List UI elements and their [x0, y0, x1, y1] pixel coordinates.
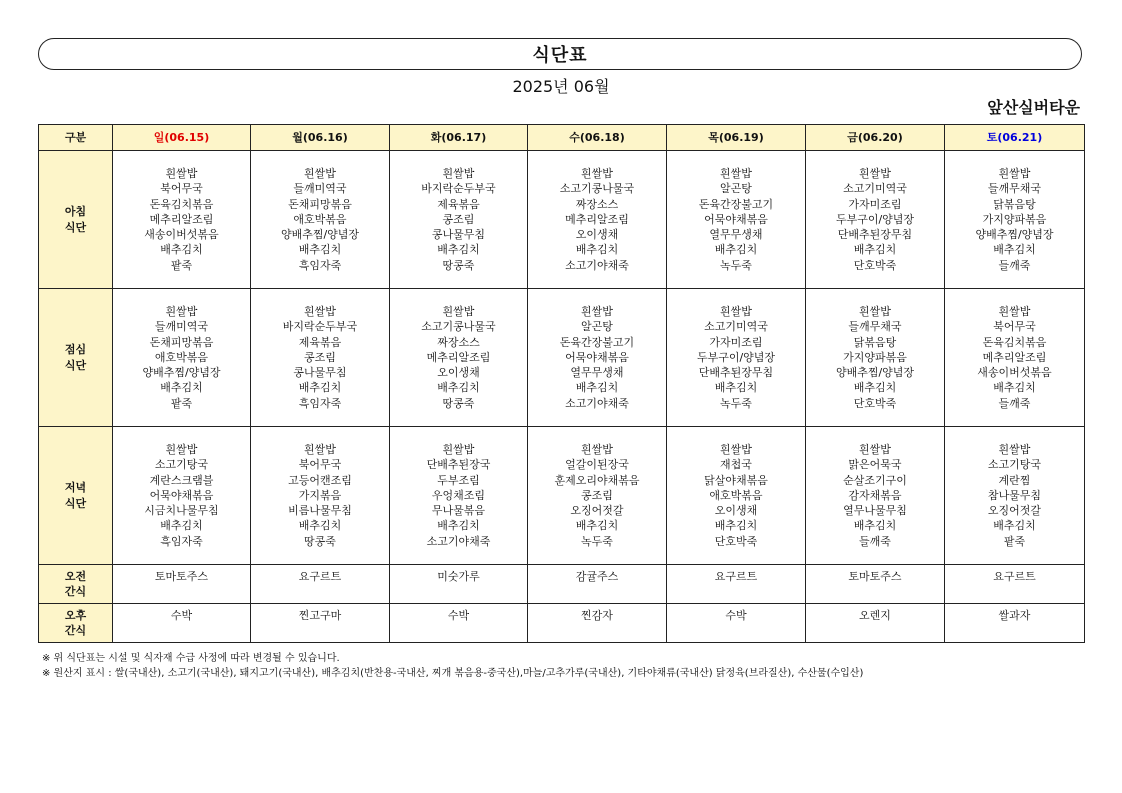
dish-item: 소고기야채죽 — [565, 396, 629, 410]
dish-item: 녹두죽 — [720, 396, 752, 410]
meal-cell — [113, 289, 251, 427]
dish-item: 땅콩죽 — [442, 396, 475, 410]
dish-item: 새송이버섯볶음 — [977, 366, 1052, 380]
dish-item: 배추김치 — [993, 381, 1036, 395]
dish-item: 바지락순두부국 — [421, 182, 496, 196]
dish-item: 배추김치 — [853, 519, 897, 533]
dish-item: 메추리알조림 — [149, 212, 214, 226]
meal-cell — [251, 289, 390, 427]
dish-item: 오징어젓갈 — [987, 504, 1042, 518]
dish-item: 흰쌀밥 — [165, 166, 198, 180]
dish-item: 배추김치 — [437, 243, 480, 257]
dish-item: 흰쌀밥 — [304, 442, 336, 456]
dish-item: 돈채피망볶음 — [288, 197, 352, 211]
meal-row — [39, 427, 1085, 565]
dish-item: 오이생채 — [714, 504, 758, 518]
dish-item: 시금치나물무침 — [144, 504, 219, 518]
meal-cell — [528, 427, 667, 565]
snack-cell: 찐감자 — [528, 604, 667, 643]
snack-cell: 요구르트 — [945, 565, 1085, 604]
dish-item: 배추김치 — [993, 519, 1036, 533]
dish-item: 얼갈이된장국 — [565, 458, 629, 472]
dish-item: 콩나물무침 — [431, 228, 486, 242]
meal-cell — [667, 289, 806, 427]
snack-cell: 토마토주스 — [113, 565, 251, 604]
meal-cell — [806, 151, 945, 289]
row-label-line: 아침 — [64, 205, 87, 219]
dish-item: 양배추찜/양념장 — [142, 366, 221, 380]
row-label-line: 식단 — [64, 220, 87, 234]
meal-cell — [390, 151, 528, 289]
dish-item: 돈채피망볶음 — [149, 335, 214, 349]
dish-item: 배추김치 — [575, 519, 619, 533]
dish-item: 흰쌀밥 — [859, 304, 891, 318]
snack-cell: 수박 — [667, 604, 806, 643]
dish-item: 배추김치 — [853, 243, 897, 257]
dish-item: 들깨미역국 — [154, 320, 209, 334]
dish-item: 가자미조림 — [709, 335, 763, 349]
dish-item: 흑임자죽 — [298, 258, 342, 272]
dish-item: 제육볶음 — [298, 335, 342, 349]
dish-item: 소고기탕국 — [154, 458, 209, 472]
dish-item: 닭살야채볶음 — [704, 473, 768, 487]
dish-item: 닭볶음탕 — [853, 335, 897, 349]
dish-item: 가지양파볶음 — [843, 350, 907, 364]
dish-item: 배추김치 — [714, 519, 758, 533]
dish-item: 북어무국 — [993, 320, 1036, 334]
day-header: 목(06.19) — [667, 125, 806, 151]
dish-item: 참나물무침 — [987, 488, 1042, 502]
snack-cell: 요구르트 — [667, 565, 806, 604]
notes — [42, 651, 863, 681]
dish-item: 열무무생채 — [570, 366, 624, 380]
dish-item: 콩조림 — [442, 212, 475, 226]
dish-item: 닭볶음탕 — [993, 197, 1036, 211]
dish-item: 흰쌀밥 — [859, 442, 891, 456]
dish-item: 양배추찜/양념장 — [280, 228, 360, 242]
dish-item: 흰쌀밥 — [165, 304, 198, 318]
row-label-line: 점심 — [64, 343, 87, 357]
dish-item: 두부조림 — [437, 473, 480, 487]
snack-cell: 오렌지 — [806, 604, 945, 643]
dish-item: 녹두죽 — [581, 534, 613, 548]
dish-item: 콩나물무침 — [293, 366, 347, 380]
dish-item: 단배추된장국 — [426, 458, 491, 472]
dish-item: 소고기미역국 — [843, 182, 907, 196]
dish-item: 애호박볶음 — [154, 350, 209, 364]
header-row — [39, 125, 1085, 151]
dish-item: 감자채볶음 — [848, 488, 902, 502]
snack-row — [39, 565, 1085, 604]
dish-item: 들깨미역국 — [293, 182, 347, 196]
dish-item: 재첩국 — [720, 458, 752, 472]
dish-item: 돈육김치볶음 — [982, 335, 1047, 349]
dish-item: 가자미조림 — [848, 197, 902, 211]
dish-item: 흰쌀밥 — [581, 442, 613, 456]
meal-cell — [251, 427, 390, 565]
dish-item: 어묵야채볶음 — [704, 212, 768, 226]
day-header: 금(06.20) — [806, 125, 945, 151]
dish-item: 메추리알조림 — [565, 212, 629, 226]
row-label-line: 오전 — [64, 569, 87, 583]
facility-name: 앞산실버타운 — [987, 98, 1080, 117]
dish-item: 들깨무채국 — [848, 320, 902, 334]
dish-item: 배추김치 — [160, 381, 203, 395]
dish-item: 배추김치 — [437, 381, 480, 395]
dish-item: 새송이버섯볶음 — [144, 228, 219, 242]
day-header: 토(06.21) — [945, 125, 1085, 151]
dish-item: 흰쌀밥 — [442, 304, 475, 318]
dish-item: 배추김치 — [714, 381, 758, 395]
dish-item: 녹두죽 — [720, 258, 752, 272]
dish-item: 계란스크램블 — [149, 473, 214, 487]
snack-cell: 쌀과자 — [945, 604, 1085, 643]
dish-item: 배추김치 — [993, 243, 1036, 257]
dish-item: 오징어젓갈 — [570, 504, 624, 518]
snack-cell: 토마토주스 — [806, 565, 945, 604]
note-line: ※ 원산지 표시 : 쌀(국내산), 소고기(국내산), 돼지고기(국내산), 배추김치(반찬용-국내산, 찌개 볶음용-중국산),마늘/고추가루(국내산), 기타야채류(국내산) 닭정육(브라질산), 수산물(수입산) — [42, 668, 864, 679]
meal-cell — [113, 151, 251, 289]
meal-cell — [806, 427, 945, 565]
row-label-line: 간식 — [64, 624, 87, 637]
dish-item: 콩조림 — [304, 350, 336, 364]
dish-item: 흑임자죽 — [298, 396, 342, 410]
dish-item: 흰쌀밥 — [442, 442, 475, 456]
dish-item: 배추김치 — [160, 519, 203, 533]
dish-item: 흰쌀밥 — [998, 442, 1031, 456]
dish-item: 제육볶음 — [437, 197, 480, 211]
dish-item: 흰쌀밥 — [442, 166, 475, 180]
meal-cell — [528, 289, 667, 427]
dish-item: 짜장소스 — [437, 335, 480, 349]
dish-item: 맑은어묵국 — [848, 458, 902, 472]
dish-item: 흰쌀밥 — [720, 442, 752, 456]
day-header: 월(06.16) — [251, 125, 390, 151]
header-label: 구분 — [39, 125, 113, 151]
dish-item: 북어무국 — [298, 458, 342, 472]
dish-item: 팥죽 — [170, 258, 193, 272]
dish-item: 열무나물무침 — [843, 504, 907, 518]
dish-item: 소고기야채죽 — [426, 534, 491, 548]
dish-item: 돈육간장불고기 — [559, 335, 635, 349]
dish-item: 배추김치 — [575, 243, 619, 257]
dish-item: 짜장소스 — [575, 197, 619, 211]
meal-cell — [667, 427, 806, 565]
dish-item: 배추김치 — [437, 519, 480, 533]
meal-cell — [945, 151, 1085, 289]
dish-item: 단호박죽 — [853, 396, 897, 410]
menu-table — [38, 124, 1085, 643]
row-label-line: 식단 — [64, 358, 87, 372]
meal-cell — [806, 289, 945, 427]
snack-cell: 수박 — [390, 604, 528, 643]
dish-item: 단배추된장무침 — [698, 366, 774, 380]
dish-item: 소고기콩나물국 — [559, 182, 635, 196]
meal-cell — [528, 151, 667, 289]
dish-item: 배추김치 — [714, 243, 758, 257]
dish-item: 순살조기구이 — [843, 473, 907, 487]
meal-cell — [251, 151, 390, 289]
dish-item: 열무무생채 — [709, 228, 763, 242]
dish-item: 흰쌀밥 — [859, 166, 891, 180]
snack-cell: 미숫가루 — [390, 565, 528, 604]
dish-item: 배추김치 — [853, 381, 897, 395]
dish-item: 소고기야채죽 — [565, 258, 629, 272]
dish-item: 양배추찜/양념장 — [835, 366, 915, 380]
day-header: 화(06.17) — [390, 125, 528, 151]
dish-item: 들깨죽 — [859, 534, 891, 548]
dish-item: 소고기콩나물국 — [421, 320, 496, 334]
meal-cell — [667, 151, 806, 289]
snack-cell: 감귤주스 — [528, 565, 667, 604]
dish-item: 흑임자죽 — [160, 534, 203, 548]
dish-item: 계란찜 — [998, 473, 1031, 487]
month-label: 2025년 06월 — [512, 77, 610, 96]
dish-item: 흰쌀밥 — [581, 304, 613, 318]
dish-item: 배추김치 — [298, 519, 342, 533]
dish-item: 흰쌀밥 — [720, 166, 752, 180]
dish-item: 돈육김치볶음 — [149, 197, 214, 211]
dish-item: 팥죽 — [170, 396, 193, 410]
dish-item: 흰쌀밥 — [998, 166, 1031, 180]
dish-item: 메추리알조림 — [426, 350, 491, 364]
row-label-line: 저녁 — [64, 481, 87, 495]
dish-item: 흰쌀밥 — [165, 442, 198, 456]
title-banner — [38, 38, 1082, 70]
dish-item: 소고기미역국 — [704, 320, 768, 334]
dish-item: 단호박죽 — [714, 534, 758, 548]
dish-item: 애호박볶음 — [293, 212, 347, 226]
dish-item: 무나물볶음 — [431, 504, 486, 518]
snack-cell: 찐고구마 — [251, 604, 390, 643]
day-header: 일(06.15) — [113, 125, 251, 151]
dish-item: 양배추찜/양념장 — [975, 228, 1054, 242]
dish-item: 고등어캔조림 — [288, 473, 352, 487]
dish-item: 돈육간장불고기 — [698, 197, 774, 211]
dish-item: 북어무국 — [160, 182, 203, 196]
dish-item: 가지양파볶음 — [982, 212, 1047, 226]
dish-item: 메추리알조림 — [982, 350, 1047, 364]
meal-cell — [390, 427, 528, 565]
dish-item: 훈제오리야채볶음 — [554, 473, 640, 487]
dish-item: 콩조림 — [581, 488, 613, 502]
dish-item: 알곤탕 — [720, 182, 752, 196]
dish-item: 들깨죽 — [998, 396, 1031, 410]
row-label — [39, 151, 113, 289]
meal-row — [39, 289, 1085, 427]
day-header: 수(06.18) — [528, 125, 667, 151]
dish-item: 배추김치 — [298, 243, 342, 257]
dish-item: 소고기탕국 — [987, 458, 1042, 472]
dish-item: 들깨무채국 — [987, 182, 1042, 196]
dish-item: 비름나물무침 — [288, 504, 352, 518]
dish-item: 땅콩죽 — [442, 258, 475, 272]
meal-cell — [945, 289, 1085, 427]
row-label — [39, 289, 113, 427]
dish-item: 팥죽 — [1003, 534, 1026, 548]
dish-item: 알곤탕 — [581, 320, 613, 334]
dish-item: 바지락순두부국 — [282, 320, 358, 334]
dish-item: 우엉채조림 — [431, 488, 486, 502]
row-label-line: 간식 — [64, 585, 87, 598]
meal-cell — [390, 289, 528, 427]
dish-item: 오이생채 — [437, 366, 480, 380]
dish-item: 단호박죽 — [853, 258, 897, 272]
snack-cell: 수박 — [113, 604, 251, 643]
dish-item: 흰쌀밥 — [720, 304, 752, 318]
dish-item: 어묵야채볶음 — [565, 350, 629, 364]
dish-item: 배추김치 — [160, 243, 203, 257]
row-label-line: 오후 — [64, 608, 87, 622]
meal-cell — [945, 427, 1085, 565]
dish-item: 흰쌀밥 — [581, 166, 613, 180]
meal-cell — [113, 427, 251, 565]
dish-item: 땅콩죽 — [304, 534, 336, 548]
row-label-line: 식단 — [64, 496, 87, 510]
dish-item: 배추김치 — [575, 381, 619, 395]
dish-item: 애호박볶음 — [709, 488, 763, 502]
snack-cell: 요구르트 — [251, 565, 390, 604]
dish-item: 배추김치 — [298, 381, 342, 395]
snack-row — [39, 604, 1085, 643]
dish-item: 어묵야채볶음 — [149, 488, 214, 502]
dish-item: 두부구이/양념장 — [835, 212, 915, 226]
dish-item: 단배추된장무침 — [837, 228, 913, 242]
dish-item: 흰쌀밥 — [998, 304, 1031, 318]
row-label — [39, 427, 113, 565]
dish-item: 들깨죽 — [998, 258, 1031, 272]
dish-item: 흰쌀밥 — [304, 304, 336, 318]
page-title: 식단표 — [532, 45, 588, 66]
row-label — [39, 565, 113, 604]
dish-item: 흰쌀밥 — [304, 166, 336, 180]
dish-item: 가지볶음 — [298, 488, 342, 502]
row-label — [39, 604, 113, 643]
dish-item: 두부구이/양념장 — [696, 350, 776, 364]
note-line: ※ 위 식단표는 시설 및 식자재 수급 사정에 따라 변경될 수 있습니다. — [42, 653, 340, 664]
meal-row — [39, 151, 1085, 289]
dish-item: 오이생채 — [575, 228, 619, 242]
